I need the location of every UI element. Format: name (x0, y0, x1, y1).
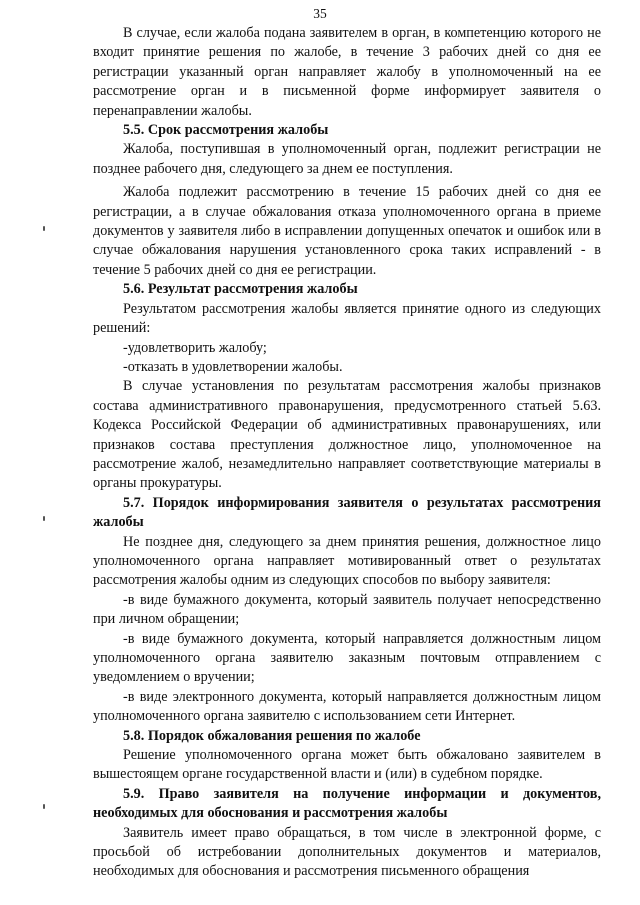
paragraph: Решение уполномоченного органа может быть обжаловано заявителем в вышестоящем органе государственной власти и (или) в судебном порядке. (93, 747, 601, 783)
list-item: -в виде бумажного документа, который заявитель получает непосредственно при личном обращении; (93, 591, 601, 628)
section-heading-5-7: 5.7. Порядок информирования заявителя о результатах рассмотрения жалобы (93, 494, 601, 531)
list-item: -удовлетворить жалобу; (123, 339, 267, 356)
paragraph: Не позднее дня, следующего за днем принятия решения, должностное лицо уполномоченного органа направляет мотивированный ответ о результатах рассмотрения жалобы одним из следующих способов по выбору заявителя: (93, 533, 601, 589)
list-item: -в виде электронного документа, который направляется должностным лицом уполномоченного органа заявителю с использованием сети Интернет. (93, 688, 601, 725)
scan-mark (43, 516, 45, 521)
section-heading-5-5: 5.5. Срок рассмотрения жалобы (123, 122, 329, 139)
list-item: -отказать в удовлетворении жалобы. (123, 358, 343, 375)
page-number: 35 (313, 6, 327, 21)
scan-mark (43, 226, 45, 231)
document-body (93, 24, 601, 882)
section-heading-5-6: 5.6. Результат рассмотрения жалобы (123, 281, 358, 298)
section-heading-5-9: 5.9. Право заявителя на получение информации и документов, необходимых для обоснования и рассмотрения жалобы (93, 785, 601, 822)
paragraph: В случае установления по результатам рассмотрения жалобы признаков состава административного правонарушения, предусмотренного статьей 5.63. Кодекса Российской Федерации об административных правонарушениях, или признаков состава преступления должностное лицо, уполномоченное на рассмотрение жалоб, незамедлительно направляет соответствующие материалы в органы прокуратуры. (93, 378, 601, 492)
paragraph: Жалоба, поступившая в уполномоченный орган, подлежит регистрации не позднее рабочего дня, следующего за днем ее поступления. (93, 141, 601, 177)
paragraph: Жалоба подлежит рассмотрению в течение 15 рабочих дней со дня ее регистрации, а в случае обжалования отказа уполномоченного органа в приеме документов у заявителя либо в исправлении допущенных опечаток и ошибок или в случае обжалования нарушения установленного срока таких исправлений - в течение 5 рабочих дней со дня ее регистрации. (93, 184, 601, 278)
paragraph: Результатом рассмотрения жалобы является принятие одного из следующих решений: (93, 300, 601, 337)
paragraph: Заявитель имеет право обращаться, в том числе в электронной форме, с просьбой об истребовании дополнительных документов и материалов, необходимых для обоснования и рассмотрения письменного обращения (93, 824, 601, 880)
section-heading-5-8: 5.8. Порядок обжалования решения по жалобе (123, 727, 421, 744)
scan-mark (43, 804, 45, 809)
paragraph: В случае, если жалоба подана заявителем в орган, в компетенцию которого не входит принятие решения по жалобе, в течение 3 рабочих дней со дня ее регистрации указанный орган направляет жалобу в уполномоченный на ее рассмотрение орган и в письменной форме информирует заявителя о перенаправлении жалобы. (93, 25, 601, 119)
list-item: -в виде бумажного документа, который направляется должностным лицом уполномоченного органа заявителю заказным почтовым отправлением с уведомлением о вручении; (93, 630, 601, 686)
